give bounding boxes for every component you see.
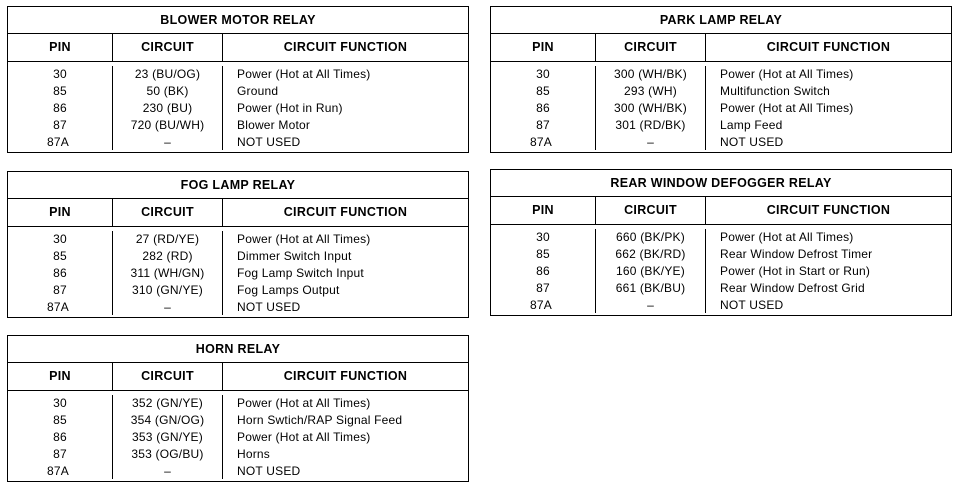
circuit-function-cell: NOT USED — [237, 464, 301, 478]
circuit-function-cell: NOT USED — [237, 135, 301, 149]
circuit-function-cell: Rear Window Defrost Timer — [720, 247, 873, 261]
table-title: FOG LAMP RELAY — [8, 172, 468, 199]
pin-cell: 86 — [53, 430, 67, 444]
circuit-cell: 300 (WH/BK) — [614, 101, 687, 115]
pin-cell: 86 — [53, 101, 67, 115]
blower-motor-relay-table — [7, 6, 469, 153]
table-header-row — [491, 34, 951, 62]
pin-column — [8, 66, 113, 150]
pin-column — [8, 231, 113, 315]
pin-cell: 87A — [47, 135, 69, 149]
pin-cell: 30 — [53, 232, 67, 246]
circuit-column-header: CIRCUIT — [596, 197, 706, 224]
circuit-function-cell: Ground — [237, 84, 279, 98]
table-body — [491, 62, 951, 150]
circuit-cell: – — [164, 464, 171, 478]
circuit-function-column-header: CIRCUIT FUNCTION — [283, 40, 408, 54]
circuit-column-header: CIRCUIT — [113, 363, 223, 390]
table-title: BLOWER MOTOR RELAY — [8, 7, 468, 34]
circuit-cell: 310 (GN/YE) — [132, 283, 203, 297]
circuit-function-cell: Rear Window Defrost Grid — [720, 281, 865, 295]
pin-cell: 30 — [536, 67, 550, 81]
circuit-function-cell: Power (Hot at All Times) — [237, 67, 371, 81]
circuit-column — [113, 231, 223, 315]
circuit-cell: 353 (OG/BU) — [131, 447, 204, 461]
circuit-column — [113, 66, 223, 150]
circuit-cell: 311 (WH/GN) — [130, 266, 205, 280]
pin-cell: 87A — [530, 135, 552, 149]
pin-cell: 30 — [53, 67, 67, 81]
pin-column — [491, 66, 596, 150]
circuit-function-cell: Power (Hot at All Times) — [720, 101, 854, 115]
pin-cell: 87A — [47, 300, 69, 314]
circuit-cell: – — [164, 135, 171, 149]
function-column — [223, 231, 468, 315]
pin-cell: 86 — [536, 264, 550, 278]
pin-column-header: PIN — [491, 34, 596, 61]
rear-window-defogger-relay-table — [490, 169, 952, 316]
circuit-cell: 301 (RD/BK) — [615, 118, 686, 132]
pin-cell: 87 — [536, 118, 550, 132]
circuit-cell: – — [164, 300, 171, 314]
function-column — [706, 66, 951, 150]
table-body — [8, 227, 468, 315]
circuit-function-cell: NOT USED — [720, 135, 784, 149]
table-title: HORN RELAY — [8, 336, 468, 363]
circuit-cell: 354 (GN/OG) — [130, 413, 205, 427]
circuit-function-cell: Fog Lamps Output — [237, 283, 340, 297]
circuit-function-column-header: CIRCUIT FUNCTION — [766, 203, 891, 217]
circuit-cell: 160 (BK/YE) — [616, 264, 685, 278]
circuit-function-cell: Horn Swtich/RAP Signal Feed — [237, 413, 403, 427]
pin-cell: 30 — [53, 396, 67, 410]
circuit-cell: 23 (BU/OG) — [134, 67, 201, 81]
function-column — [223, 395, 468, 479]
circuit-cell: 353 (GN/YE) — [132, 430, 203, 444]
circuit-function-column-header: CIRCUIT FUNCTION — [283, 205, 408, 219]
pin-cell: 87A — [47, 464, 69, 478]
circuit-cell: 662 (BK/RD) — [615, 247, 686, 261]
circuit-function-column-header: CIRCUIT FUNCTION — [283, 369, 408, 383]
circuit-function-cell: Power (Hot at All Times) — [720, 67, 854, 81]
table-header-row — [8, 34, 468, 62]
circuit-cell: 660 (BK/PK) — [616, 230, 685, 244]
circuit-cell: 300 (WH/BK) — [614, 67, 687, 81]
pin-cell: 30 — [536, 230, 550, 244]
pin-column — [8, 395, 113, 479]
circuit-function-cell: Horns — [237, 447, 271, 461]
circuit-cell: 282 (RD) — [142, 249, 193, 263]
table-title: PARK LAMP RELAY — [491, 7, 951, 34]
circuit-function-cell: Power (Hot in Run) — [237, 101, 343, 115]
pin-column-header: PIN — [8, 199, 113, 226]
table-header-row — [8, 363, 468, 391]
circuit-cell: – — [647, 298, 654, 312]
pin-column-header: PIN — [8, 363, 113, 390]
circuit-function-cell: NOT USED — [237, 300, 301, 314]
pin-cell: 85 — [53, 84, 67, 98]
circuit-cell: 27 (RD/YE) — [135, 232, 200, 246]
circuit-function-cell: Power (Hot at All Times) — [720, 230, 854, 244]
pin-cell: 85 — [53, 249, 67, 263]
circuit-function-cell: Multifunction Switch — [720, 84, 831, 98]
pin-cell: 86 — [53, 266, 67, 280]
circuit-cell: – — [647, 135, 654, 149]
pin-column-header: PIN — [491, 197, 596, 224]
pin-column-header: PIN — [8, 34, 113, 61]
table-header-row — [491, 197, 951, 225]
circuit-function-cell: Power (Hot at All Times) — [237, 232, 371, 246]
fog-lamp-relay-table — [7, 171, 469, 318]
pin-cell: 85 — [536, 84, 550, 98]
circuit-cell: 50 (BK) — [146, 84, 189, 98]
circuit-function-cell: Power (Hot at All Times) — [237, 396, 371, 410]
table-body — [491, 225, 951, 313]
circuit-column — [596, 66, 706, 150]
circuit-function-column-header: CIRCUIT FUNCTION — [766, 40, 891, 54]
circuit-column-header: CIRCUIT — [113, 34, 223, 61]
circuit-function-cell: Dimmer Switch Input — [237, 249, 352, 263]
circuit-function-cell: Blower Motor — [237, 118, 311, 132]
pin-cell: 85 — [53, 413, 67, 427]
table-header-row — [8, 199, 468, 227]
function-column — [223, 66, 468, 150]
pin-cell: 87 — [536, 281, 550, 295]
pin-cell: 86 — [536, 101, 550, 115]
table-body — [8, 62, 468, 150]
circuit-column-header: CIRCUIT — [596, 34, 706, 61]
circuit-cell: 352 (GN/YE) — [132, 396, 203, 410]
park-lamp-relay-table — [490, 6, 952, 153]
circuit-column — [113, 395, 223, 479]
pin-cell: 85 — [536, 247, 550, 261]
circuit-cell: 661 (BK/BU) — [615, 281, 686, 295]
circuit-function-cell: Lamp Feed — [720, 118, 783, 132]
circuit-column-header: CIRCUIT — [113, 199, 223, 226]
circuit-function-cell: NOT USED — [720, 298, 784, 312]
pin-cell: 87 — [53, 283, 67, 297]
pin-cell: 87 — [53, 118, 67, 132]
circuit-column — [596, 229, 706, 313]
pin-cell: 87 — [53, 447, 67, 461]
horn-relay-table — [7, 335, 469, 482]
circuit-function-cell: Power (Hot in Start or Run) — [720, 264, 871, 278]
circuit-cell: 293 (WH) — [624, 84, 677, 98]
table-title: REAR WINDOW DEFOGGER RELAY — [491, 170, 951, 197]
circuit-function-cell: Power (Hot at All Times) — [237, 430, 371, 444]
circuit-cell: 720 (BU/WH) — [130, 118, 205, 132]
circuit-cell: 230 (BU) — [142, 101, 193, 115]
function-column — [706, 229, 951, 313]
circuit-function-cell: Fog Lamp Switch Input — [237, 266, 364, 280]
pin-column — [491, 229, 596, 313]
table-body — [8, 391, 468, 479]
pin-cell: 87A — [530, 298, 552, 312]
